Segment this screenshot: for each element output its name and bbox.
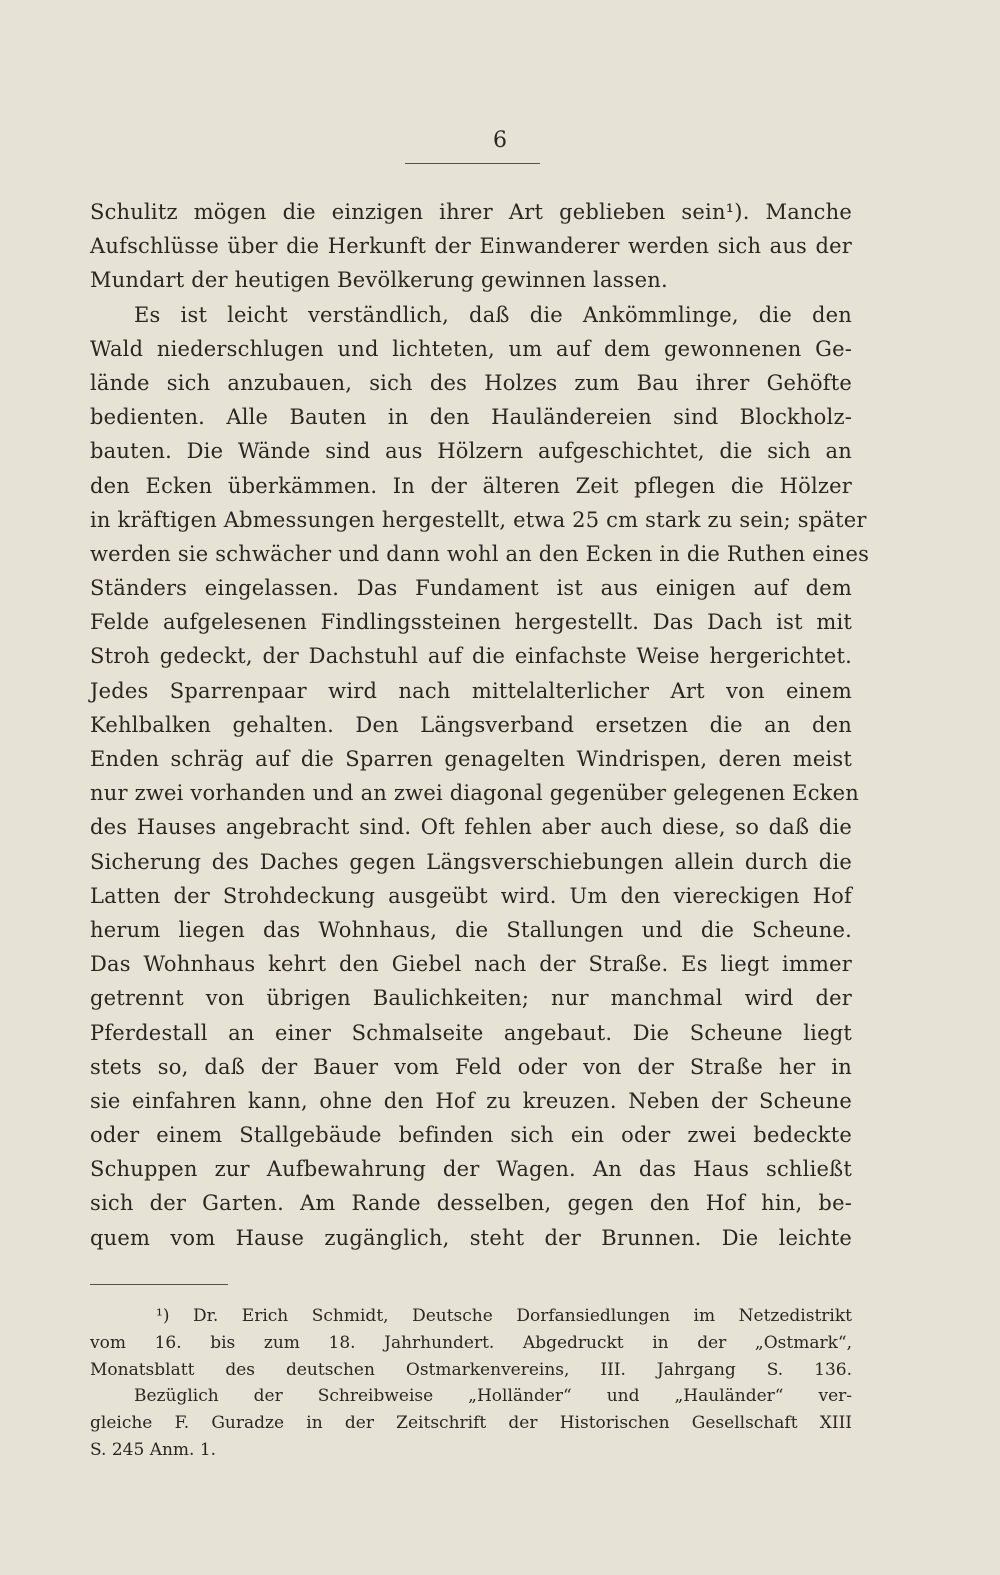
text-line: in kräftigen Abmessungen hergestellt, etwa 25 cm stark zu sein; später <box>90 507 867 532</box>
text-line: Pferdestall an einer Schmalseite angebaut. Die Scheune liegt <box>90 1020 852 1045</box>
footnote-line: ¹) Dr. Erich Schmidt, Deutsche Dorfansiedlungen im Netzedistrikt <box>156 1306 852 1326</box>
text-line: Es ist leicht verständlich, daß die Ankömmlinge, die den <box>134 302 852 327</box>
text-line: Das Wohnhaus kehrt den Giebel nach der Straße. Es liegt immer <box>90 952 852 977</box>
footnote-line: gleiche F. Guradze in der Zeitschrift der Historischen Gesellschaft XIII <box>90 1413 852 1434</box>
text-line: bedienten. Alle Bauten in den Hauländereien sind Blockholz- <box>90 405 852 430</box>
text-line: bauten. Die Wände sind aus Hölzern aufgeschichtet, die sich an <box>90 439 852 464</box>
text-line: Felde aufgelesenen Findlingssteinen hergestellt. Das Dach ist mit <box>90 610 852 635</box>
text-line: stets so, daß der Bauer vom Feld oder von der Straße her in <box>90 1054 852 1079</box>
text-line: Schulitz mögen die einzigen ihrer Art geblieben sein¹). Manche <box>90 200 852 224</box>
footnote-line: Bezüglich der Schreibweise „Holländer“ und „Hauländer“ ver- <box>134 1386 852 1407</box>
text-line: getrennt von übrigen Baulichkeiten; nur manchmal wird der <box>90 986 852 1011</box>
text-line: lände sich anzubauen, sich des Holzes zum Bau ihrer Gehöfte <box>90 370 852 395</box>
text-line: Aufschlüsse über die Herkunft der Einwanderer werden sich aus der <box>90 234 852 259</box>
text-line: oder einem Stallgebäude befinden sich ein oder zwei bedeckte <box>90 1123 852 1148</box>
text-line: Ständers eingelassen. Das Fundament ist aus einigen auf dem <box>90 576 852 601</box>
text-line: Jedes Sparrenpaar wird nach mittelalterlicher Art von einem <box>90 678 852 703</box>
text-line: nur zwei vorhanden und an zwei diagonal gegenüber gelegenen Ecken <box>90 781 859 806</box>
text-line: Mundart der heutigen Bevölkerung gewinnen lassen. <box>90 268 668 293</box>
text-line: sich der Garten. Am Rande desselben, gegen den Hof hin, be- <box>90 1191 852 1216</box>
header-rule <box>405 163 540 164</box>
text-line: den Ecken überkämmen. In der älteren Zeit pflegen die Hölzer <box>90 473 852 498</box>
text-line: des Hauses angebracht sind. Oft fehlen aber auch diese, so daß die <box>90 815 852 840</box>
text-line: Latten der Strohdeckung ausgeübt wird. Um den viereckigen Hof <box>90 883 852 908</box>
footnotes <box>90 1303 852 1464</box>
text-line: quem vom Hause zugänglich, steht der Brunnen. Die leichte <box>90 1225 852 1250</box>
footnote-line: Monatsblatt des deutschen Ostmarkenvereins, III. Jahrgang S. 136. <box>90 1359 852 1380</box>
footnote-line: S. 245 Anm. 1. <box>90 1439 217 1460</box>
footnote-rule <box>90 1284 228 1285</box>
text-line: Enden schräg auf die Sparren genagelten Windrispen, deren meist <box>90 747 852 771</box>
text-line: sie einfahren kann, ohne den Hof zu kreuzen. Neben der Scheune <box>90 1088 852 1113</box>
footnote-line: vom 16. bis zum 18. Jahrhundert. Abgedruckt in der „Ostmark“, <box>90 1332 852 1353</box>
text-line: Sicherung des Daches gegen Längsverschiebungen allein durch die <box>90 849 852 874</box>
text-line: Wald niederschlugen und lichteten, um auf dem gewonnenen Ge- <box>90 336 852 361</box>
body-text <box>90 195 870 1255</box>
text-line: werden sie schwächer und dann wohl an den Ecken in die Ruthen eines <box>90 541 870 566</box>
text-line: herum liegen das Wohnhaus, die Stallungen und die Scheune. <box>90 917 852 942</box>
page-number: 6 <box>493 128 507 153</box>
text-line: Stroh gedeckt, der Dachstuhl auf die einfachste Weise hergerichtet. <box>90 644 852 669</box>
text-line: Kehlbalken gehalten. Den Längsverband ersetzen die an den <box>90 712 852 737</box>
text-line: Schuppen zur Aufbewahrung der Wagen. An das Haus schließt <box>90 1157 852 1182</box>
